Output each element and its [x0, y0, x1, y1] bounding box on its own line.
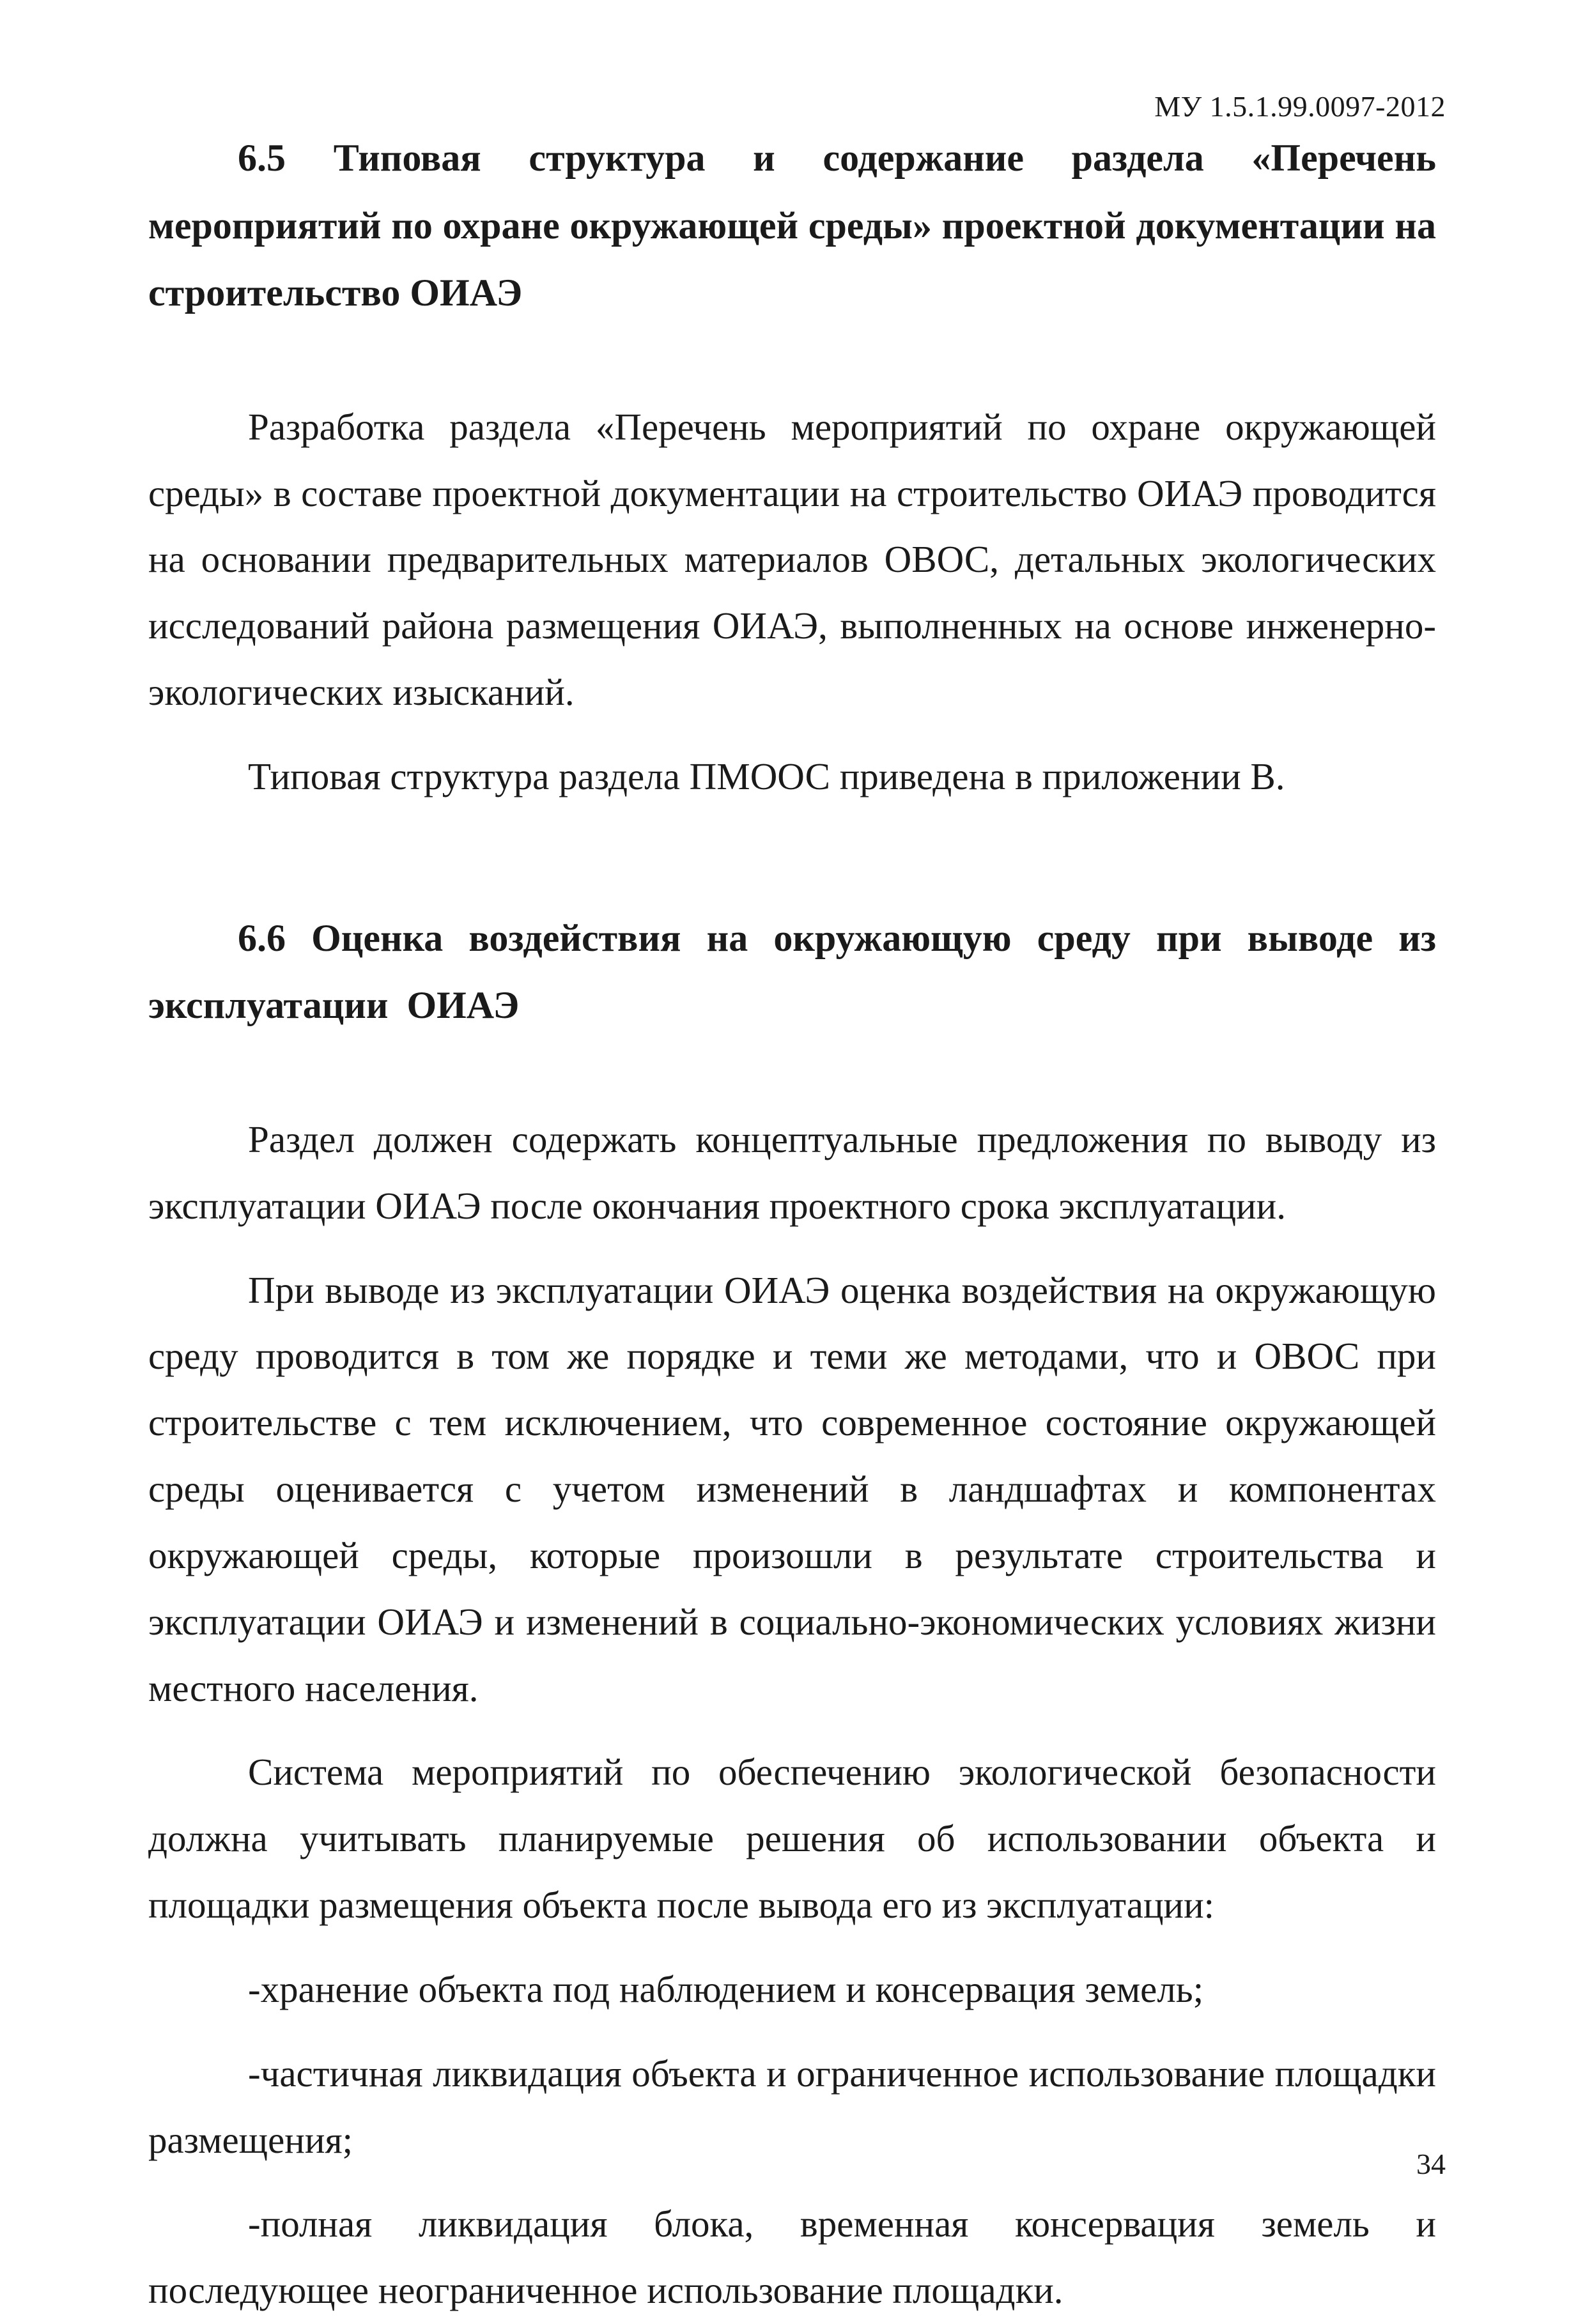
section-6-6-paragraph-2: При выводе из эксплуатации ОИАЭ оценка воздействия на окружающую среду проводится в том же порядке и теми же методами, что и ОВОС при строительстве с тем исключением, что современное состояние окружающей среды оценивается с учетом изменений в ландшафтах и компонентах окружающей среды, которые произошли в результате строительства и эксплуатации ОИАЭ и изменений в социально-экономических условиях жизни местного населения.: [148, 1268, 1436, 1709]
list-item-full-liquidation: -полная ликвидация блока, временная консервация земель и последующее неограниченное использование площадки.: [148, 2203, 1436, 2312]
document-code: МУ 1.5.1.99.0097-2012: [1154, 90, 1446, 123]
section-6-5-heading: 6.5 Типовая структура и содержание раздела «Перечень мероприятий по охране окружающей среды» проектной документации на строительство ОИАЭ: [148, 137, 1436, 314]
section-6-5-paragraph-2: Типовая структура раздела ПМООС приведена в приложении В.: [248, 755, 1285, 797]
page-number: 34: [1416, 2148, 1446, 2180]
section-6-6-paragraph-3: Система мероприятий по обеспечению экологической безопасности должна учитывать планируемые решения об использовании объекта и площадки размещения объекта после вывода его из эксплуатации:: [148, 1751, 1436, 1927]
section-6-6-paragraph-1: Раздел должен содержать концептуальные предложения по выводу из эксплуатации ОИАЭ после окончания проектного срока эксплуатации.: [148, 1118, 1436, 1227]
list-item-storage: -хранение объекта под наблюдением и консервация земель;: [248, 1967, 1204, 2010]
page-content: [148, 125, 1436, 2324]
list-item-partial-liquidation: -частичная ликвидация объекта и ограниченное использование площадки размещения;: [148, 2052, 1436, 2161]
section-6-5-paragraph-1: Разработка раздела «Перечень мероприятий по охране окружающей среды» в составе проектной документации на строительство ОИАЭ проводится на основании предварительных материалов ОВОС, детальных экологических исследований района размещения ОИАЭ, выполненных на основе инженерно-экологических изысканий.: [148, 405, 1436, 714]
section-6-6-heading: 6.6 Оценка воздействия на окружающую среду при выводе из эксплуатации ОИАЭ: [148, 916, 1436, 1027]
